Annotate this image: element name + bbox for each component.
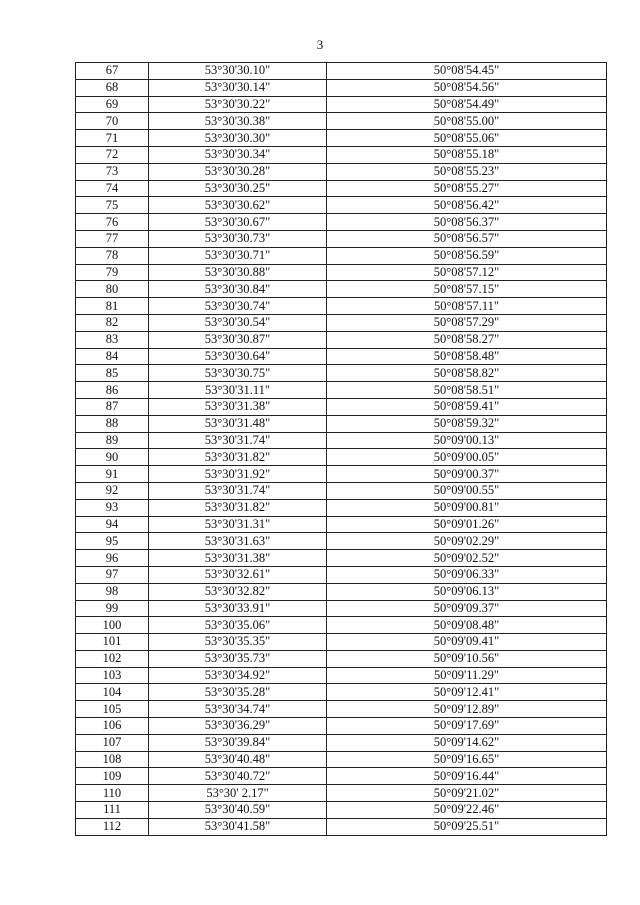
longitude-cell: 50°08'55.23" <box>327 163 607 180</box>
point-number-cell: 91 <box>76 466 149 483</box>
latitude-cell: 53°30'30.38" <box>149 113 327 130</box>
table-row <box>76 264 607 281</box>
point-number-cell: 86 <box>76 382 149 399</box>
longitude-cell: 50°09'22.46" <box>327 802 607 819</box>
point-number-cell: 81 <box>76 298 149 315</box>
longitude-cell: 50°09'21.02" <box>327 785 607 802</box>
longitude-cell: 50°08'57.29" <box>327 314 607 331</box>
table-row <box>76 432 607 449</box>
table-row <box>76 449 607 466</box>
longitude-cell: 50°08'58.51" <box>327 382 607 399</box>
point-number-cell: 74 <box>76 180 149 197</box>
table-row <box>76 751 607 768</box>
latitude-cell: 53°30'30.34" <box>149 146 327 163</box>
longitude-cell: 50°09'00.05" <box>327 449 607 466</box>
page-number: 3 <box>316 37 324 52</box>
table-row <box>76 163 607 180</box>
latitude-cell: 53°30'31.74" <box>149 432 327 449</box>
table-row <box>76 533 607 550</box>
point-number-cell: 77 <box>76 230 149 247</box>
table-row <box>76 566 607 583</box>
point-number-cell: 79 <box>76 264 149 281</box>
longitude-cell: 50°08'59.32" <box>327 415 607 432</box>
latitude-cell: 53°30'40.59" <box>149 802 327 819</box>
longitude-cell: 50°08'56.37" <box>327 214 607 231</box>
longitude-cell: 50°09'00.81" <box>327 499 607 516</box>
longitude-cell: 50°09'06.13" <box>327 583 607 600</box>
latitude-cell: 53°30'39.84" <box>149 734 327 751</box>
latitude-cell: 53°30'30.62" <box>149 197 327 214</box>
point-number-cell: 90 <box>76 449 149 466</box>
point-number-cell: 75 <box>76 197 149 214</box>
table-row <box>76 230 607 247</box>
longitude-cell: 50°08'59.41" <box>327 398 607 415</box>
point-number-cell: 89 <box>76 432 149 449</box>
point-number-cell: 88 <box>76 415 149 432</box>
longitude-cell: 50°09'00.13" <box>327 432 607 449</box>
longitude-cell: 50°08'55.18" <box>327 146 607 163</box>
longitude-cell: 50°09'12.89" <box>327 701 607 718</box>
latitude-cell: 53°30'30.54" <box>149 314 327 331</box>
longitude-cell: 50°09'14.62" <box>327 734 607 751</box>
longitude-cell: 50°09'09.41" <box>327 634 607 651</box>
longitude-cell: 50°08'58.82" <box>327 365 607 382</box>
latitude-cell: 53°30'30.71" <box>149 247 327 264</box>
longitude-cell: 50°08'55.00" <box>327 113 607 130</box>
point-number-cell: 70 <box>76 113 149 130</box>
longitude-cell: 50°09'11.29" <box>327 667 607 684</box>
longitude-cell: 50°08'56.59" <box>327 247 607 264</box>
latitude-cell: 53°30'30.74" <box>149 298 327 315</box>
latitude-cell: 53°30'31.31" <box>149 516 327 533</box>
latitude-cell: 53°30'30.88" <box>149 264 327 281</box>
point-number-cell: 83 <box>76 331 149 348</box>
longitude-cell: 50°08'57.11" <box>327 298 607 315</box>
point-number-cell: 98 <box>76 583 149 600</box>
table-row <box>76 718 607 735</box>
point-number-cell: 95 <box>76 533 149 550</box>
longitude-cell: 50°09'06.33" <box>327 566 607 583</box>
point-number-cell: 107 <box>76 734 149 751</box>
longitude-cell: 50°09'25.51" <box>327 818 607 835</box>
latitude-cell: 53°30'31.38" <box>149 398 327 415</box>
latitude-cell: 53°30'32.61" <box>149 566 327 583</box>
latitude-cell: 53°30'30.30" <box>149 130 327 147</box>
table-row <box>76 197 607 214</box>
point-number-cell: 67 <box>76 63 149 80</box>
table-row <box>76 650 607 667</box>
latitude-cell: 53°30'36.29" <box>149 718 327 735</box>
table-row <box>76 79 607 96</box>
table-row <box>76 734 607 751</box>
latitude-cell: 53°30'31.11" <box>149 382 327 399</box>
latitude-cell: 53°30'30.25" <box>149 180 327 197</box>
point-number-cell: 76 <box>76 214 149 231</box>
longitude-cell: 50°09'09.37" <box>327 600 607 617</box>
latitude-cell: 53°30'34.92" <box>149 667 327 684</box>
table-row <box>76 96 607 113</box>
latitude-cell: 53°30'31.38" <box>149 550 327 567</box>
latitude-cell: 53°30'40.48" <box>149 751 327 768</box>
table-row <box>76 348 607 365</box>
point-number-cell: 99 <box>76 600 149 617</box>
point-number-cell: 101 <box>76 634 149 651</box>
longitude-cell: 50°08'54.45" <box>327 63 607 80</box>
latitude-cell: 53°30'31.92" <box>149 466 327 483</box>
table-row <box>76 684 607 701</box>
table-row <box>76 550 607 567</box>
latitude-cell: 53°30'35.35" <box>149 634 327 651</box>
latitude-cell: 53°30'35.73" <box>149 650 327 667</box>
coordinates-table <box>75 62 607 836</box>
table-row <box>76 802 607 819</box>
table-row <box>76 617 607 634</box>
latitude-cell: 53°30'31.63" <box>149 533 327 550</box>
point-number-cell: 69 <box>76 96 149 113</box>
point-number-cell: 97 <box>76 566 149 583</box>
longitude-cell: 50°08'55.06" <box>327 130 607 147</box>
latitude-cell: 53°30'41.58" <box>149 818 327 835</box>
point-number-cell: 109 <box>76 768 149 785</box>
table-row <box>76 415 607 432</box>
longitude-cell: 50°08'57.12" <box>327 264 607 281</box>
point-number-cell: 103 <box>76 667 149 684</box>
latitude-cell: 53°30'35.28" <box>149 684 327 701</box>
coordinates-table-body <box>76 63 607 836</box>
point-number-cell: 108 <box>76 751 149 768</box>
longitude-cell: 50°09'16.65" <box>327 751 607 768</box>
table-row <box>76 499 607 516</box>
longitude-cell: 50°08'56.57" <box>327 230 607 247</box>
latitude-cell: 53°30'31.48" <box>149 415 327 432</box>
table-row <box>76 583 607 600</box>
longitude-cell: 50°08'54.56" <box>327 79 607 96</box>
point-number-cell: 94 <box>76 516 149 533</box>
latitude-cell: 53°30'31.82" <box>149 449 327 466</box>
latitude-cell: 53°30'35.06" <box>149 617 327 634</box>
point-number-cell: 78 <box>76 247 149 264</box>
longitude-cell: 50°09'02.29" <box>327 533 607 550</box>
point-number-cell: 112 <box>76 818 149 835</box>
table-row <box>76 331 607 348</box>
longitude-cell: 50°09'16.44" <box>327 768 607 785</box>
latitude-cell: 53°30' 2.17" <box>149 785 327 802</box>
latitude-cell: 53°30'30.64" <box>149 348 327 365</box>
point-number-cell: 105 <box>76 701 149 718</box>
longitude-cell: 50°09'00.37" <box>327 466 607 483</box>
point-number-cell: 71 <box>76 130 149 147</box>
longitude-cell: 50°08'54.49" <box>327 96 607 113</box>
latitude-cell: 53°30'33.91" <box>149 600 327 617</box>
point-number-cell: 100 <box>76 617 149 634</box>
latitude-cell: 53°30'31.82" <box>149 499 327 516</box>
table-row <box>76 818 607 835</box>
table-row <box>76 667 607 684</box>
longitude-cell: 50°09'08.48" <box>327 617 607 634</box>
latitude-cell: 53°30'34.74" <box>149 701 327 718</box>
point-number-cell: 72 <box>76 146 149 163</box>
longitude-cell: 50°08'58.48" <box>327 348 607 365</box>
point-number-cell: 104 <box>76 684 149 701</box>
longitude-cell: 50°09'12.41" <box>327 684 607 701</box>
longitude-cell: 50°09'02.52" <box>327 550 607 567</box>
longitude-cell: 50°09'17.69" <box>327 718 607 735</box>
point-number-cell: 92 <box>76 482 149 499</box>
point-number-cell: 106 <box>76 718 149 735</box>
latitude-cell: 53°30'30.22" <box>149 96 327 113</box>
latitude-cell: 53°30'31.74" <box>149 482 327 499</box>
table-row <box>76 482 607 499</box>
table-row <box>76 314 607 331</box>
longitude-cell: 50°09'10.56" <box>327 650 607 667</box>
point-number-cell: 110 <box>76 785 149 802</box>
table-row <box>76 63 607 80</box>
latitude-cell: 53°30'30.84" <box>149 281 327 298</box>
table-row <box>76 365 607 382</box>
table-row <box>76 516 607 533</box>
table-row <box>76 634 607 651</box>
table-row <box>76 180 607 197</box>
table-row <box>76 113 607 130</box>
longitude-cell: 50°08'55.27" <box>327 180 607 197</box>
point-number-cell: 111 <box>76 802 149 819</box>
point-number-cell: 80 <box>76 281 149 298</box>
table-row <box>76 701 607 718</box>
latitude-cell: 53°30'30.73" <box>149 230 327 247</box>
latitude-cell: 53°30'30.67" <box>149 214 327 231</box>
longitude-cell: 50°09'01.26" <box>327 516 607 533</box>
latitude-cell: 53°30'30.87" <box>149 331 327 348</box>
point-number-cell: 82 <box>76 314 149 331</box>
table-row <box>76 130 607 147</box>
latitude-cell: 53°30'30.14" <box>149 79 327 96</box>
table-row <box>76 785 607 802</box>
point-number-cell: 102 <box>76 650 149 667</box>
latitude-cell: 53°30'30.75" <box>149 365 327 382</box>
table-row <box>76 281 607 298</box>
table-row <box>76 398 607 415</box>
point-number-cell: 87 <box>76 398 149 415</box>
table-row <box>76 768 607 785</box>
table-row <box>76 600 607 617</box>
point-number-cell: 93 <box>76 499 149 516</box>
table-row <box>76 382 607 399</box>
latitude-cell: 53°30'32.82" <box>149 583 327 600</box>
point-number-cell: 73 <box>76 163 149 180</box>
latitude-cell: 53°30'40.72" <box>149 768 327 785</box>
latitude-cell: 53°30'30.28" <box>149 163 327 180</box>
table-row <box>76 146 607 163</box>
point-number-cell: 84 <box>76 348 149 365</box>
table-row <box>76 247 607 264</box>
longitude-cell: 50°08'56.42" <box>327 197 607 214</box>
longitude-cell: 50°09'00.55" <box>327 482 607 499</box>
longitude-cell: 50°08'58.27" <box>327 331 607 348</box>
table-row <box>76 466 607 483</box>
longitude-cell: 50°08'57.15" <box>327 281 607 298</box>
table-row <box>76 214 607 231</box>
point-number-cell: 85 <box>76 365 149 382</box>
table-row <box>76 298 607 315</box>
point-number-cell: 96 <box>76 550 149 567</box>
point-number-cell: 68 <box>76 79 149 96</box>
latitude-cell: 53°30'30.10" <box>149 63 327 80</box>
